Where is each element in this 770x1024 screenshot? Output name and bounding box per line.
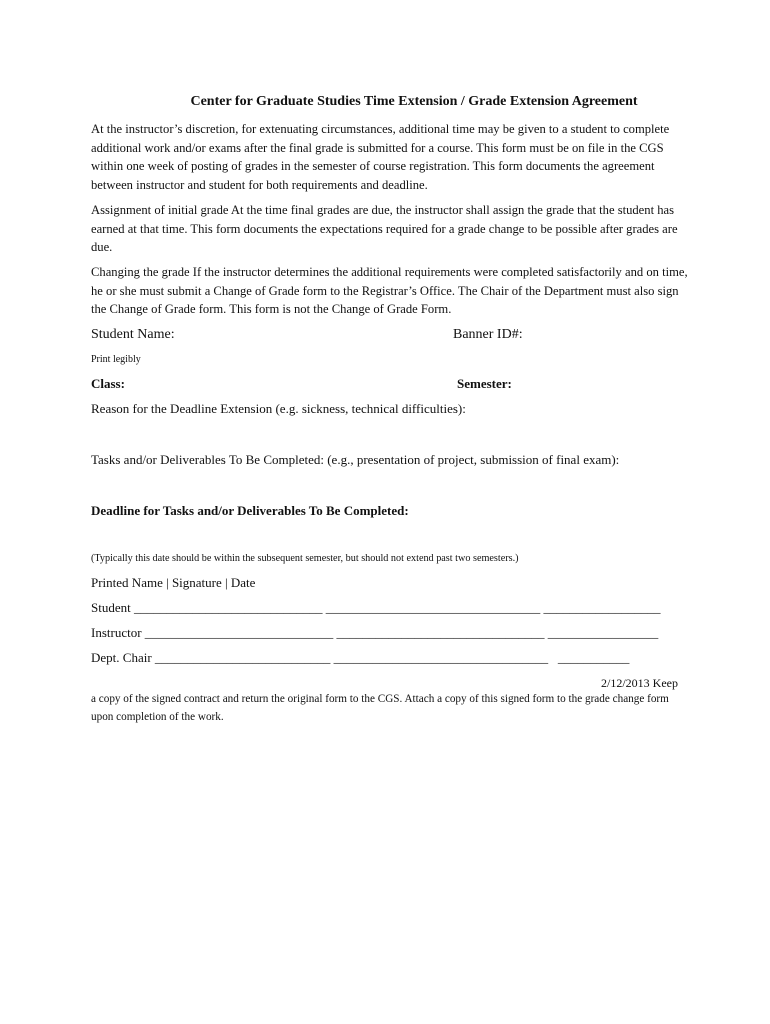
revision-date: 2/12/2013 Keep (601, 676, 678, 690)
tasks-label: Tasks and/or Deliverables To Be Completed: (e.g., presentation of project, submission of final exam): (91, 452, 620, 467)
footer-instructions: a copy of the signed contract and return the original form to the CGS. Attach a copy of this signed form to the grade change form upon completion of the work. (91, 693, 669, 723)
deadline-note: (Typically this date should be within the subsequent semester, but should not extend past two semesters.) (91, 553, 519, 564)
print-legibly-note: Print legibly (91, 354, 141, 365)
class-label: Class: (91, 376, 125, 391)
deadline-label: Deadline for Tasks and/or Deliverables To Be Completed: (91, 503, 409, 518)
chair-signature-line: Dept. Chair ___________________________ _________________________________ ___________ (91, 650, 630, 665)
semester-label: Semester: (457, 376, 512, 391)
student-signature-line: Student _____________________________ _________________________________ __________________ (91, 600, 661, 615)
initial-grade-paragraph: Assignment of initial grade At the time final grades are due, the instructor shall assign the grade that the student has earned at that time. This form documents the expectations required for a grade change to be possible after grades are due. (91, 203, 678, 255)
page-title: Center for Graduate Studies Time Extension / Grade Extension Agreement (190, 94, 638, 109)
intro-paragraph: At the instructor’s discretion, for extenuating circumstances, additional time may be given to a student to complete additional work and/or exams after the final grade is submitted for a course. This form must be on file in the CGS within one week of posting of grades in the semester of course registration. This form documents the agreement between instructor and student for both requirements and deadline. (91, 122, 670, 192)
banner-id-label: Banner ID#: (453, 327, 523, 342)
instructor-signature-line: Instructor _____________________________ ________________________________ _________________ (91, 625, 659, 640)
reason-label: Reason for the Deadline Extension (e.g. sickness, technical difficulties): (91, 401, 466, 416)
changing-grade-paragraph: Changing the grade If the instructor determines the additional requirements were completed satisfactorily and on time, he or she must submit a Change of Grade form to the Registrar’s Office. The Chair of the Department must also sign the Change of Grade form. This form is not the Change of Grade Form. (91, 265, 688, 317)
signature-header: Printed Name | Signature | Date (91, 575, 256, 590)
student-name-label: Student Name: (91, 327, 175, 342)
